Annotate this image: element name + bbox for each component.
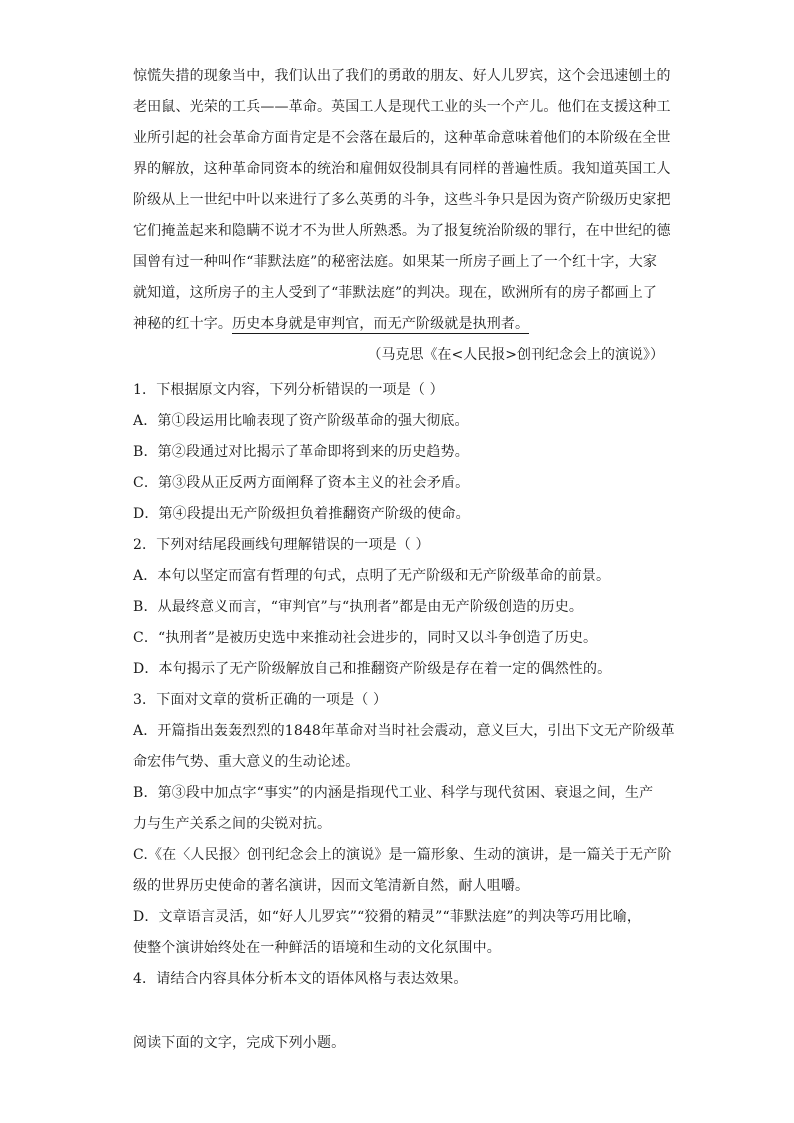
underlined-sentence: 历史本身就是审判官，而无产阶级就是执刑者。: [232, 316, 530, 332]
question-3-option-a: A．开篇指出轰轰烈烈的1848年革命对当时社会震动，意义巨大，引出下文无产阶级革: [133, 723, 675, 739]
passage-line: 它们掩盖起来和隐瞒不说才不为世人所熟悉。为了报复统治阶级的罪行，在中世纪的德: [133, 223, 671, 239]
passage-line: 惊慌失措的现象当中，我们认出了我们的勇敢的朋友、好人儿罗宾，这个会迅速刨土的: [133, 68, 671, 84]
question-2-option-a: A．本句以坚定而富有哲理的句式，点明了无产阶级和无产阶级革命的前景。: [133, 568, 611, 584]
question-3-option-b-cont: 力与生产关系之间的尖锐对抗。: [133, 816, 332, 832]
question-2-stem: 2．下列对结尾段画线句理解错误的一项是（ ）: [133, 537, 430, 553]
question-3-option-d-cont: 使整个演讲始终处在一种鲜活的语境和生动的文化氛围中。: [133, 940, 501, 956]
question-2-option-d: D．本句揭示了无产阶级解放自己和推翻资产阶级是存在着一定的偶然性的。: [133, 661, 612, 677]
section-instruction: 阅读下面的文字，完成下列小题。: [133, 1035, 346, 1051]
passage-source: （马克思《在<人民报>创刊纪念会上的演说》）: [367, 347, 664, 363]
question-3-option-d: D．文章语言灵活，如“好人儿罗宾”“狡猾的精灵”“菲默法庭”的判决等巧用比喻，: [133, 909, 642, 925]
question-3-stem: 3．下面对文章的赏析正确的一项是（ ）: [133, 692, 388, 708]
passage-line: 阶级从上一世纪中叶以来进行了多么英勇的斗争，这些斗争只是因为资产阶级历史家把: [133, 192, 671, 208]
passage-line: 就知道，这所房子的主人受到了“菲默法庭”的判决。现在，欧洲所有的房子都画上了: [133, 285, 658, 301]
question-3-option-a-cont: 命宏伟气势、重大意义的生动论述。: [133, 754, 360, 770]
question-3-option-c: C.《在〈人民报〉创刊纪念会上的演说》是一篇形象、生动的演讲，是一篇关于无产阶: [133, 847, 672, 863]
question-2-option-b: B．从最终意义而言，“审判官”与“执刑者”都是由无产阶级创造的历史。: [133, 599, 584, 615]
question-1-option-d: D．第④段提出无产阶级担负着推翻资产阶级的使命。: [133, 506, 470, 522]
passage-line: 国曾有过一种叫作“菲默法庭”的秘密法庭。如果某一所房子画上了一个红十字，大家: [133, 254, 658, 270]
passage-line: 老田鼠、光荣的工兵——革命。英国工人是现代工业的头一个产儿。他们在支援这种工: [133, 99, 671, 115]
question-2-option-c: C．“执刑者”是被历史选中来推动社会进步的，同时又以斗争创造了历史。: [133, 630, 598, 646]
question-1-option-a: A．第①段运用比喻表现了资产阶级革命的强大彻底。: [133, 413, 469, 429]
question-1-option-c: C．第③段从正反两方面阐释了资本主义的社会矛盾。: [133, 475, 470, 491]
question-4-stem: 4．请结合内容具体分析本文的语体风格与表达效果。: [133, 971, 468, 987]
question-1-stem: 1．下根据原文内容，下列分析错误的一项是（ ）: [133, 382, 444, 398]
passage-last-line: [133, 314, 673, 334]
question-3-option-b: B．第③段中加点字“事实”的内涵是指现代工业、科学与现代贫困、衰退之间，生产: [133, 785, 654, 801]
question-3-option-c-cont: 级的世界历史使命的著名演讲，因而文笔清新自然，耐人咀嚼。: [133, 878, 530, 894]
question-1-option-b: B．第②段通过对比揭示了革命即将到来的历史趋势。: [133, 444, 469, 460]
passage-line: 业所引起的社会革命方面肯定是不会落在最后的，这种革命意味着他们的本阶级在全世: [133, 130, 671, 146]
passage-line: 界的解放，这种革命同资本的统治和雇佣奴役制具有同样的普遍性质。我知道英国工人: [133, 161, 671, 177]
passage-line-plain: 神秘的红十字。: [133, 316, 233, 332]
